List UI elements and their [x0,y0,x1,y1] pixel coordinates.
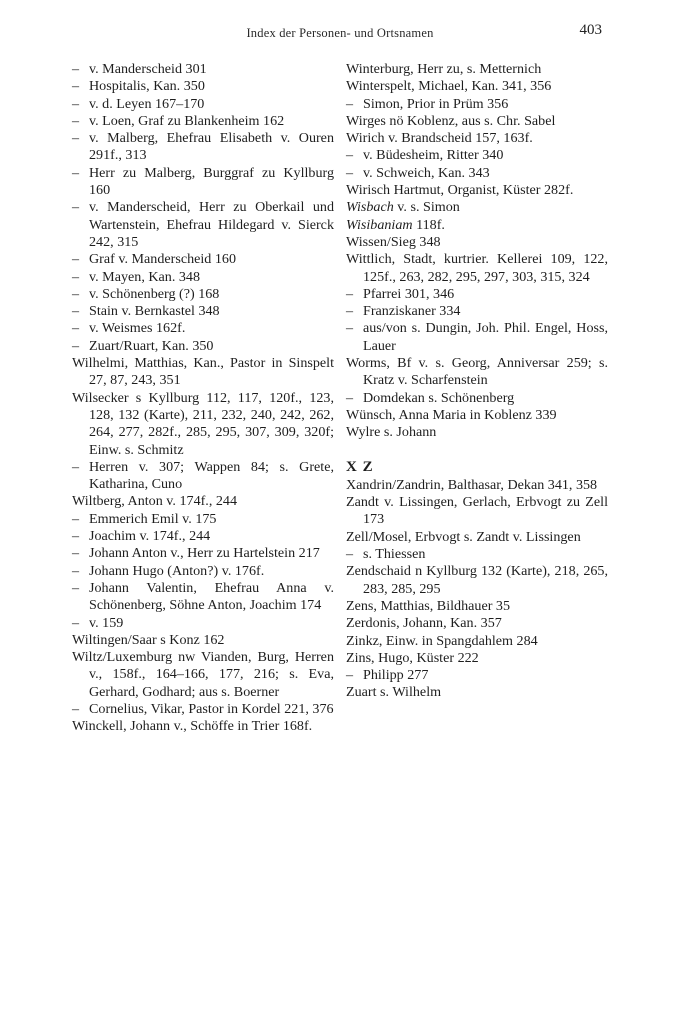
entry-text: Zuart s. Wilhelm [346,684,442,701]
entry-text: Johann Valentin, Ehefrau Anna v. Schönenberg, Söhne Anton, Joachim 174 [89,579,334,614]
index-entries-w [346,61,608,442]
index-entry [72,649,334,701]
subentry-dash: – [72,130,80,147]
page-number: 403 [579,22,602,38]
entry-text: Wirges nö Koblenz, aus s. Chr. Sabel [346,112,556,129]
index-subentry [72,511,334,528]
index-subentry [346,546,608,563]
entry-text: Xandrin/Zandrin, Balthasar, Dekan 341, 358 [346,476,598,493]
subentry-dash: – [346,147,354,164]
entry-text: v. Schönenberg (?) 168 [89,285,220,302]
entry-italic-term: Wisbach [346,199,394,216]
entry-text: Graf v. Manderscheid 160 [89,251,237,268]
index-entry [346,424,608,441]
subentry-dash: – [346,546,354,563]
subentry-dash: – [72,700,80,717]
index-entry [72,718,334,735]
index-subentry [346,286,608,303]
index-subentry [346,303,608,320]
index-entry [346,650,608,667]
index-entry [72,493,334,510]
left-column [72,61,334,736]
index-subentry [72,338,334,355]
subentry-dash: – [346,95,354,112]
index-entry [346,113,608,130]
subentry-dash: – [72,562,80,579]
subentry-dash: – [72,579,80,596]
entry-text: Emmerich Emil v. 175 [89,510,217,527]
entry-text: Winterburg, Herr zu, s. Metternich [346,61,542,77]
entry-text: v. Manderscheid, Herr zu Oberkail und Wartenstein, Ehefrau Hildegard v. Sierck 242, 315 [89,199,334,250]
index-entry [346,251,608,286]
entry-text: Zell/Mosel, Erbvogt s. Zandt v. Lissingen [346,528,581,545]
running-header: Index der Personen- und Ortsnamen [246,26,434,40]
subentry-dash: – [72,78,80,95]
index-entry [346,61,608,78]
entry-text: Herren v. 307; Wappen 84; s. Grete, Katharina, Cuno [89,458,334,493]
index-subentry [72,286,334,303]
index-entry [346,529,608,546]
index-entry [346,598,608,615]
subentry-dash: – [346,164,354,181]
subentry-dash: – [72,303,80,320]
entry-text: Winckell, Johann v., Schöffe in Trier 168f. [72,718,313,735]
entry-text: Wissen/Sieg 348 [346,233,441,250]
index-entry [346,355,608,390]
entry-text: Zins, Hugo, Küster 222 [346,649,479,666]
index-subentry [72,78,334,95]
entry-text: Wünsch, Anna Maria in Koblenz 339 [346,406,557,423]
entry-text: Wiltberg, Anton v. 174f., 244 [72,493,238,510]
subentry-dash: – [72,95,80,112]
entry-text: Domdekan s. Schönenberg [363,389,515,406]
index-subentry [346,667,608,684]
entry-text: 118f. [412,216,445,233]
index-subentry [72,563,334,580]
index-entry [346,407,608,424]
index-entry [346,182,608,199]
entry-text: Franziskaner 334 [363,303,461,320]
entry-text: Wirich v. Brandscheid 157, 163f. [346,130,533,147]
entry-text: v. Manderscheid 301 [89,61,207,77]
entry-text: v. 159 [89,614,124,631]
index-entry [346,615,608,632]
subentry-dash: – [72,545,80,562]
entry-text: Stain v. Bernkastel 348 [89,303,220,320]
subentry-dash: – [346,303,354,320]
index-subentry [346,147,608,164]
entry-text: Wirisch Hartmut, Organist, Küster 282f. [346,182,574,199]
entry-text: v. Büdesheim, Ritter 340 [363,147,504,164]
index-entry [346,199,608,216]
entry-text: Wylre s. Johann [346,424,437,441]
entry-text: Worms, Bf v. s. Georg, Anniversar 259; s. Kratz v. Scharfenstein [346,355,608,389]
index-entry [72,390,334,459]
subentry-dash: – [346,667,354,684]
subentry-dash: – [72,199,80,216]
entry-text: Zinkz, Einw. in Spangdahlem 284 [346,632,538,649]
entry-text: Wiltingen/Saar s Konz 162 [72,631,225,648]
entry-text: v. d. Leyen 167–170 [89,95,205,112]
index-entry [346,494,608,529]
index-subentry [72,303,334,320]
entry-text: Herr zu Malberg, Burggraf zu Kyllburg 160 [89,164,334,199]
entry-text: Hospitalis, Kan. 350 [89,78,205,95]
index-subentry [346,390,608,407]
index-entry [72,632,334,649]
index-subentry [72,251,334,268]
entry-text: Pfarrei 301, 346 [363,285,455,302]
index-entry [346,78,608,95]
right-column [346,61,608,702]
entry-text: Zens, Matthias, Bildhauer 35 [346,597,511,614]
index-subentry [72,130,334,165]
subentry-dash: – [72,112,80,129]
index-subentry [346,320,608,355]
subentry-dash: – [72,337,80,354]
entry-text: Wiltz/Luxemburg nw Vianden, Burg, Herren v., 158f., 164–166, 177, 216; s. Eva, Gerhard, Godhard; aus s. Boerner [72,649,334,700]
entry-text: s. Thiessen [363,546,426,563]
entry-text: Simon, Prior in Prüm 356 [363,95,509,112]
entry-text: Wittlich, Stadt, kurtrier. Kellerei 109, 122, 125f., 263, 282, 295, 297, 303, 315, 324 [346,251,608,285]
subentry-dash: – [346,285,354,302]
entry-text: Johann Hugo (Anton?) v. 176f. [89,562,265,579]
index-entry [346,633,608,650]
index-entry [346,234,608,251]
entry-text: Cornelius, Vikar, Pastor in Kordel 221, 376 [89,700,334,717]
index-subentry [72,580,334,615]
index-subentry [72,545,334,562]
index-subentry [72,113,334,130]
entry-text: v. Loen, Graf zu Blankenheim 162 [89,112,285,129]
subentry-dash: – [72,268,80,285]
subentry-dash: – [72,458,80,475]
index-entry [346,684,608,701]
index-entry [346,477,608,494]
index-subentry [72,96,334,113]
entry-text: Zerdonis, Johann, Kan. 357 [346,615,502,632]
index-subentry [72,459,334,494]
entry-text: Joachim v. 174f., 244 [89,528,211,545]
subentry-dash: – [72,528,80,545]
subentry-dash: – [72,61,80,77]
index-entry [346,217,608,234]
index-subentry [72,615,334,632]
index-entries-xz [346,477,608,702]
entry-text: Zuart/Ruart, Kan. 350 [89,337,214,354]
section-heading-xz: X Z [346,458,374,475]
entry-italic-term: Wisibaniam [346,216,413,233]
subentry-dash: – [346,389,354,406]
subentry-dash: – [72,251,80,268]
subentry-dash: – [72,614,80,631]
index-subentry [72,61,334,78]
entry-text: Wilhelmi, Matthias, Kan., Pastor in Sinspelt 27, 87, 243, 351 [72,355,334,389]
entry-text: Johann Anton v., Herr zu Hartelstein 217 [89,545,320,562]
entry-text: Zandt v. Lissingen, Gerlach, Erbvogt zu Zell 173 [346,494,608,528]
entry-text: Zendschaid n Kyllburg 132 (Karte), 218, 265, 283, 285, 295 [346,563,608,597]
index-entry [346,563,608,598]
subentry-dash: – [72,164,80,181]
entry-text: aus/von s. Dungin, Joh. Phil. Engel, Hoss, Lauer [363,320,608,354]
index-subentry [72,269,334,286]
index-subentry [346,165,608,182]
index-subentry [72,165,334,200]
subentry-dash: – [72,320,80,337]
subentry-dash: – [72,510,80,527]
index-subentry [72,528,334,545]
index-subentry [72,701,334,718]
index-subentry [346,96,608,113]
entry-text: Wilsecker s Kyllburg 112, 117, 120f., 123, 128, 132 (Karte), 211, 232, 240, 242, 262, 264, 277, 282f., 285, 295, 307, 309, 320f; Einw. s. Schmitz [72,389,334,458]
entry-text: Philipp 277 [363,667,429,684]
entry-text: v. Malberg, Ehefrau Elisabeth v. Ouren 291f., 313 [89,130,334,164]
subentry-dash: – [346,320,354,337]
entry-text: v. Mayen, Kan. 348 [89,268,201,285]
index-subentry [72,199,334,251]
entry-text: v. s. Simon [393,199,460,216]
entry-text: v. Weismes 162f. [89,320,186,337]
index-entry [346,130,608,147]
entry-text: Winterspelt, Michael, Kan. 341, 356 [346,78,552,95]
subentry-dash: – [72,285,80,302]
index-subentry [72,320,334,337]
entry-text: v. Schweich, Kan. 343 [363,164,490,181]
index-entry [72,355,334,390]
